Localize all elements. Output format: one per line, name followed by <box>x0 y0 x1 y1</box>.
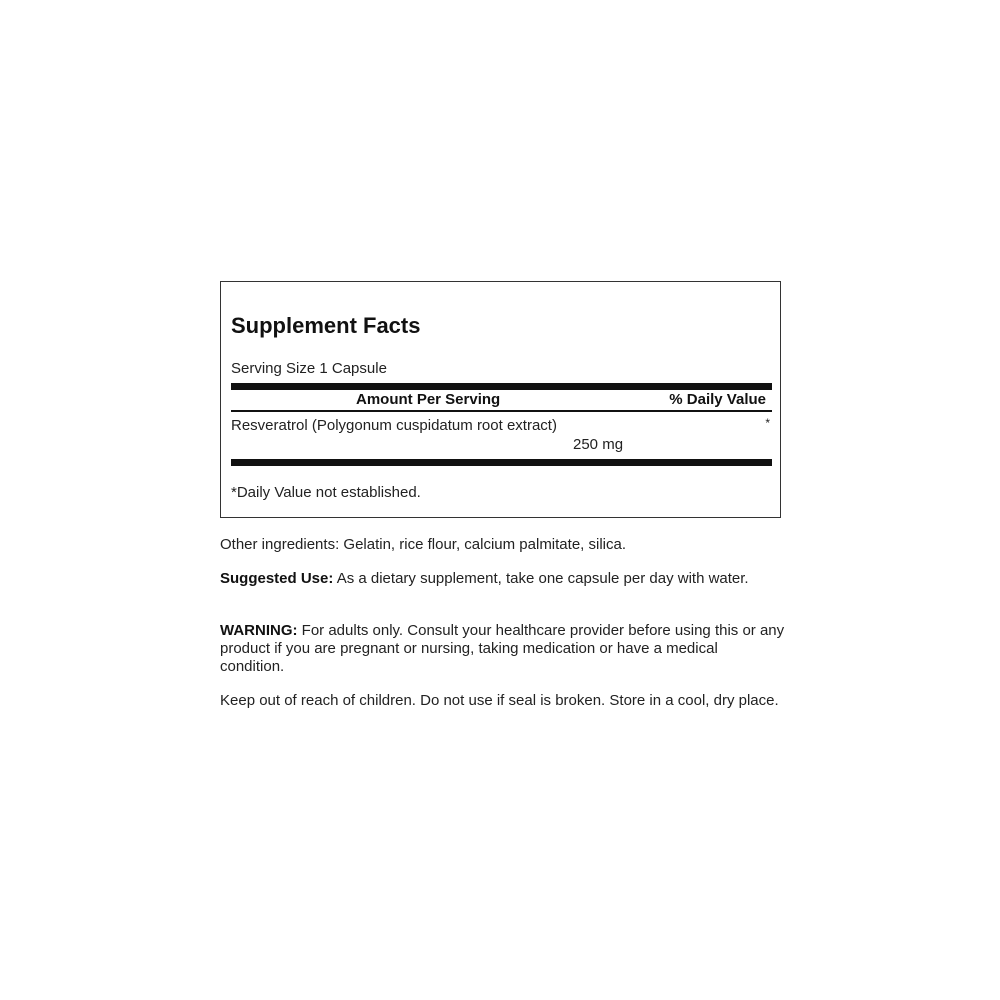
suggested-use-label: Suggested Use: <box>220 570 334 587</box>
header-rule <box>231 383 772 390</box>
other-ingredients: Other ingredients: Gelatin, rice flour, calcium palmitate, silica. <box>220 536 627 553</box>
suggested-use <box>220 570 785 588</box>
ingredient-name: Resveratrol (Polygonum cuspidatum root extract) <box>231 417 557 434</box>
daily-value-footnote: *Daily Value not established. <box>231 484 421 501</box>
suggested-use-text: As a dietary supplement, take one capsule per day with water. <box>333 570 749 587</box>
supplement-facts-title: Supplement Facts <box>231 313 421 338</box>
supplement-facts-panel <box>220 281 781 518</box>
serving-size: Serving Size 1 Capsule <box>231 360 387 377</box>
ingredient-daily-value: * <box>765 416 770 430</box>
warning-text: For adults only. Consult your healthcare provider before using this or any product if you are pregnant or nursing, taking medication or have a medical condition. <box>220 622 785 675</box>
amount-per-serving-header: Amount Per Serving <box>356 391 501 408</box>
warning-label: WARNING: <box>220 622 298 639</box>
warning <box>220 622 785 676</box>
ingredient-amount: 250 mg <box>573 436 624 453</box>
storage-note: Keep out of reach of children. Do not use if seal is broken. Store in a cool, dry place. <box>220 692 779 709</box>
daily-value-header: % Daily Value <box>669 391 766 408</box>
footer-rule <box>231 459 772 466</box>
column-header-rule <box>231 410 772 412</box>
